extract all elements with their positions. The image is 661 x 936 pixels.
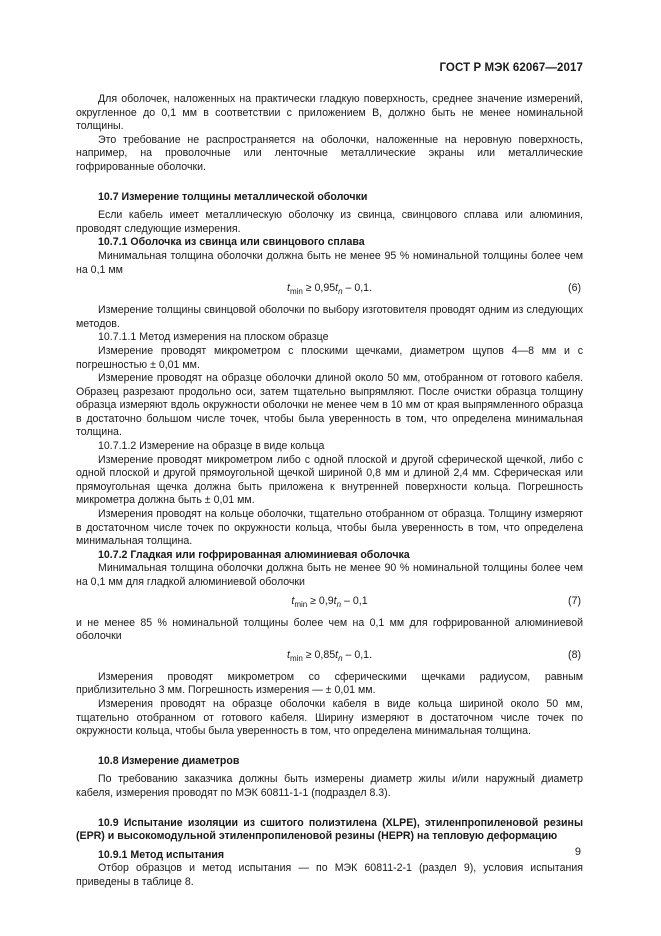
formula-8: $t_{min} \ge 0,85t_n - 0,1$. (8) bbox=[286, 648, 581, 663]
paragraph: Измерения проводят микрометром со сферическими щечками радиусом, равным приблизительно 3 мм. Погрешность измерения — ± 0,01 мм. bbox=[76, 670, 583, 697]
paragraph: Измерение проводят микрометром либо с одной плоской и другой сферической щечкой, либо с одной плоской и другой прямоугольной щечкой шириной 0,8 мм и длиной 2,4 мм. Сферическая или прямоугольная щечка должна быть приложена к внутренней поверхности кольца. Погрешность микрометра должна быть ± 0,01 мм. bbox=[76, 453, 583, 507]
paragraph: Измерение проводят на образце оболочки длиной около 50 мм, отобранном от готового кабеля. Образец разрезают продольно оси, затем тщательно выпрямляют. После очистки образца толщину образца измеряют вдоль окружности оболочки не менее чем в 10 мм от края выпрямленного образца в достаточно большом числе точек, чтобы была уверенность в том, что определена минимальная толщина. bbox=[76, 372, 583, 439]
paragraph: По требованию заказчика должны быть измерены диаметр жилы и/или наружный диаметр кабеля, измерения проводят по МЭК 60811-1-1 (подраздел 8.3). bbox=[76, 773, 583, 799]
paragraph: Это требование не распространяется на оболочки, наложенные на неровную поверхность, например, на проволочные или ленточные металлические экраны или металлические гофрированные оболочки. bbox=[76, 133, 583, 173]
section-heading-10-7-2: 10.7.2 Гладкая или гофрированная алюминиевая оболочка bbox=[98, 548, 410, 561]
paragraph: Измерение толщины свинцовой оболочки по выбору изготовителя проводят одним из следующих методов. bbox=[76, 304, 583, 330]
paragraph: Если кабель имеет металлическую оболочку из свинца, свинцового сплава или алюминия, проводят следующие измерения. bbox=[76, 209, 583, 235]
section-heading-10-8: 10.8 Измерение диаметров bbox=[98, 754, 240, 767]
paragraph: Для оболочек, наложенных на практически гладкую поверхность, среднее значение измерений, округленное до 0,1 мм в соответствии с приложением В, должно быть не менее номинальной толщины. bbox=[76, 93, 583, 133]
section-heading-10-7: 10.7 Измерение толщины металлической оболочки bbox=[98, 190, 368, 203]
section-heading-10-9-1: 10.9.1 Метод испытания bbox=[98, 848, 225, 861]
formula-7: $t_{min} \ge 0,9t_n - 0,1$ (7) bbox=[291, 594, 581, 609]
paragraph: Минимальная толщина оболочки должна быть не менее 95 % номинальной толщины более чем на 0,1 мм bbox=[76, 249, 583, 276]
page-number: 9 bbox=[574, 846, 581, 858]
paragraph: Отбор образцов и метод испытания — по МЭК 60811-2-1 (раздел 9), условия испытания приведены в таблице 8. bbox=[76, 862, 583, 888]
page-body bbox=[76, 93, 583, 890]
paragraph: Минимальная толщина оболочки должна быть не менее 90 % номинальной толщины более чем на 0,1 мм для гладкой алюминиевой оболочки bbox=[76, 562, 583, 588]
paragraph: Измерение проводят микрометром с плоскими щечками, диаметром щупов 4—8 мм и с погрешностью ± 0,01 мм. bbox=[76, 344, 583, 371]
equation-number: (8) bbox=[568, 648, 581, 661]
section-heading-10-7-1-1: 10.7.1.1 Метод измерения на плоском образце bbox=[98, 331, 329, 344]
paragraph: Измерения проводят на кольце оболочки, тщательно отобранном от образца. Толщину измеряют в достаточном числе точек по окружности кольца, чтобы была уверенность в том, что определена минимальная толщина. bbox=[76, 508, 583, 548]
standard-code: ГОСТ Р МЭК 62067—2017 bbox=[439, 62, 583, 74]
formula-6: $t_{min} \ge 0,95t_n - 0,1$. (6) bbox=[286, 282, 581, 297]
section-heading-10-7-1-2: 10.7.1.2 Измерение на образце в виде кольца bbox=[98, 440, 325, 453]
paragraph: и не менее 85 % номинальной толщины более чем на 0,1 мм для гофрированной алюминиевой оболочки bbox=[76, 616, 583, 643]
section-heading-10-7-1: 10.7.1 Оболочка из свинца или свинцового сплава bbox=[98, 236, 365, 249]
section-heading-10-9: 10.9 Испытание изоляции из сшитого полиэтилена (XLPE), этиленпропиленовой резины (EPR) и высокомодульной этиленпропиленовой резины (HEPR) на тепловую деформацию bbox=[76, 816, 583, 843]
equation-number: (6) bbox=[568, 282, 581, 295]
paragraph: Измерения проводят на образце оболочки кабеля в виде кольца шириной около 50 мм, тщательно отобранном от готового кабеля. Ширину измеряют в достаточном числе точек по окружности кольца, чтобы была уверенность в том, что определена минимальная толщина. bbox=[76, 697, 583, 738]
equation-number: (7) bbox=[568, 594, 581, 607]
